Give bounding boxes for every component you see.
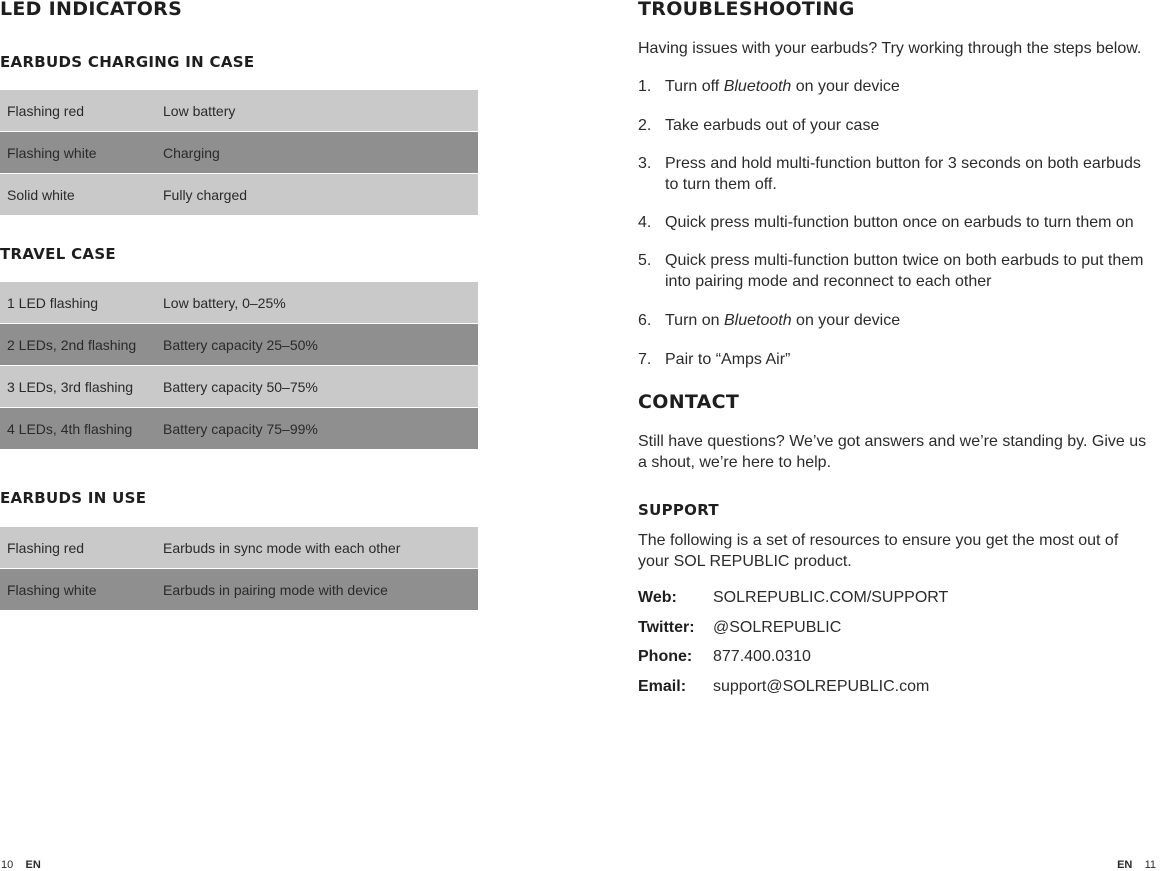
contact-text: Still have questions? We’ve got answers and we’re standing by. Give us a shout, we’re here to help. [638,433,1147,471]
step-text: Take earbuds out of your case [665,117,880,134]
step-text: Quick press multi-function button once on earbuds to turn them on [665,214,1134,231]
led-meaning: Low battery [163,102,236,119]
list-item [638,250,1148,310]
step-number: 1. [638,78,652,95]
list-item [638,310,1148,349]
contact-label: Phone: [638,648,693,665]
step-text-after: on your device [791,78,900,95]
led-state: 2 LEDs, 2nd flashing [7,336,137,353]
step-number: 7. [638,351,652,368]
language-label: EN [1117,859,1133,871]
section-title-travel-case: TRAVEL CASE [0,245,116,263]
led-meaning: Earbuds in pairing mode with device [163,581,388,598]
led-state: 3 LEDs, 3rd flashing [7,378,134,395]
table-row [0,282,478,324]
step-number: 6. [638,312,652,329]
support-email-row [638,678,929,696]
twitter-handle[interactable]: @SOLREPUBLIC [713,619,842,636]
table-row [0,132,478,174]
led-state: Flashing white [7,144,97,161]
contact-label: Twitter: [638,619,695,636]
table-row [0,366,478,408]
led-state: Solid white [7,186,75,203]
contact-title: CONTACT [638,391,740,413]
led-indicators-title: LED INDICATORS [0,0,183,20]
troubleshooting-intro: Having issues with your earbuds? Try working through the steps below. [638,40,1142,57]
led-meaning: Battery capacity 50–75% [163,378,318,395]
led-state: Flashing white [7,581,97,598]
list-item [638,349,1148,379]
led-state: 1 LED flashing [7,294,99,311]
phone-number[interactable]: 877.400.0310 [713,648,811,665]
support-title: SUPPORT [638,501,719,519]
table-row [0,324,478,366]
step-emphasis: Bluetooth [723,78,792,95]
step-number: 5. [638,252,652,269]
support-twitter-row [638,619,841,637]
led-table-travel-case [0,282,478,450]
step-number: 4. [638,214,652,231]
support-web-row [638,589,948,607]
step-text: Turn off [665,78,724,95]
step-text-after: on your device [791,312,901,329]
step-text: Turn on [665,312,724,329]
email-link[interactable]: support@SOLREPUBLIC.com [713,678,930,695]
troubleshooting-steps [638,76,1148,379]
list-item [638,153,1148,212]
contact-label: Email: [638,678,687,695]
section-title-earbuds-charging: EARBUDS CHARGING IN CASE [0,53,255,71]
led-state: Flashing red [7,102,85,119]
section-title-earbuds-in-use: EARBUDS IN USE [0,489,147,507]
table-row [0,569,478,611]
list-item [638,212,1148,250]
table-row [0,408,478,450]
step-text: Pair to “Amps Air” [665,351,791,368]
led-state: Flashing red [7,539,85,556]
led-meaning: Charging [163,144,220,161]
language-label: EN [25,859,41,871]
led-meaning: Low battery, 0–25% [163,294,286,311]
step-emphasis: Bluetooth [724,312,792,329]
step-text: Press and hold multi-function button for 3 seconds on both earbuds to turn them off. [665,155,1141,193]
contact-label: Web: [638,589,677,606]
led-meaning: Battery capacity 75–99% [163,420,318,437]
support-text: The following is a set of resources to ensure you get the most out of your SOL REPUBLIC product. [638,532,1119,570]
led-table-earbuds-in-use [0,527,478,611]
right-page-footer [1117,859,1156,871]
page-number: 11 [1144,859,1156,871]
support-phone-row [638,648,811,666]
troubleshooting-title: TROUBLESHOOTING [638,0,855,20]
step-number: 3. [638,155,652,172]
led-meaning: Fully charged [163,186,248,203]
led-meaning: Earbuds in sync mode with each other [163,539,401,556]
web-link[interactable]: SOLREPUBLIC.COM/SUPPORT [713,589,949,606]
led-table-earbuds-charging [0,90,478,216]
left-page-footer [1,859,41,871]
list-item [638,115,1148,153]
led-state: 4 LEDs, 4th flashing [7,420,133,437]
step-number: 2. [638,117,652,134]
table-row [0,174,478,216]
list-item [638,76,1148,115]
table-row [0,90,478,132]
led-meaning: Battery capacity 25–50% [163,336,318,353]
page-number: 10 [1,859,14,871]
step-text: Quick press multi-function button twice on both earbuds to put them into pairing mode and reconnect to each other [665,252,1144,290]
table-row [0,527,478,569]
